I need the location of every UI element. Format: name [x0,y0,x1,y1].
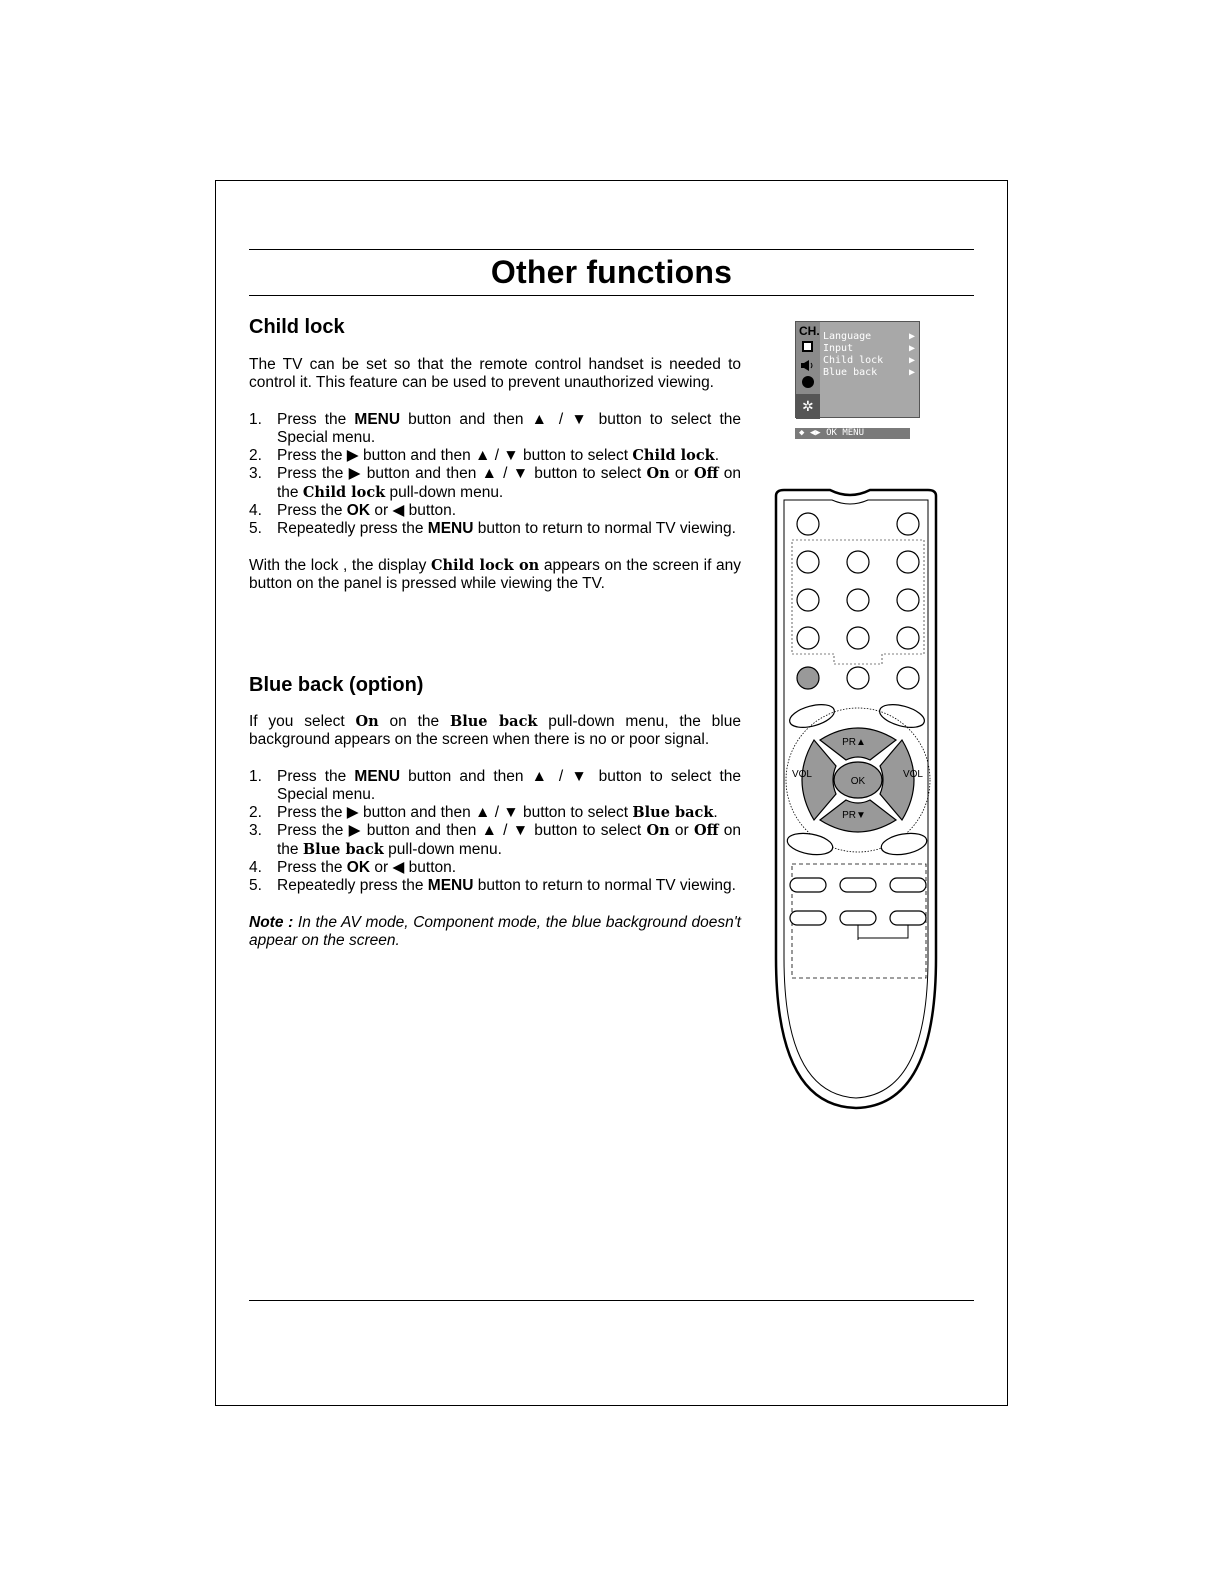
text-run: Repeatedly press the [277,877,428,895]
osd-menu-item [823,343,915,355]
text-run: on the [277,465,741,501]
osd-footer-bar: ◆ ◀▶ OK MENU [795,428,910,439]
osd-menu-item [823,355,915,367]
step-item [249,502,741,520]
emphasis-term: Child lock on [430,556,540,574]
step-item [249,465,741,502]
pr-up-label: PR▲ [842,737,866,748]
step-item [249,877,741,895]
text-run: If you select [249,713,356,730]
blue-back-heading: Blue back (option) [249,674,424,696]
text-run: appears on the screen if any button on the panel is pressed while viewing the TV. [249,556,742,592]
step-number: 1. [249,767,262,785]
vol-left-label: VOL [791,769,813,780]
text-run: on the [378,713,450,730]
note-label: Note : [249,913,294,931]
text-run: or [669,465,694,483]
emphasis-term: On [355,713,379,730]
note-text: In the AV mode, Component mode, the blue background doesn't appear on the screen. [249,913,741,949]
osd-menu-item [823,331,915,343]
step-item [249,768,741,805]
text-run: on the [277,822,741,858]
text-run: Press the [277,410,355,428]
step-item [249,804,741,822]
child-lock-steps [249,411,741,539]
osd-arrow-icon: ▶ [908,343,915,354]
osd-arrow-icon: ▶ [908,331,915,342]
ok-label: OK [850,776,866,787]
osd-item-list [823,331,915,379]
step-item [249,520,741,538]
text-run: With the lock , the display [249,556,431,574]
step-item [249,447,741,465]
osd-menu-item-label: Language [823,331,872,342]
blue-back-note [249,914,741,951]
step-number: 3. [249,822,262,840]
step-number: 5. [249,877,262,895]
step-number: 3. [249,465,262,483]
emphasis-term: Blue back [302,840,384,858]
emphasis-term: Blue back [632,804,714,822]
step-number: 5. [249,520,262,538]
step-number: 2. [249,804,262,822]
text-run: Press the ▶ button and then ▲ / ▼ button to select [277,822,647,840]
text-run: or [669,822,694,840]
text-run: Repeatedly press the [277,520,428,538]
text-run: Press the [277,859,347,877]
step-number: 1. [249,410,262,428]
key-name: MENU [354,410,401,428]
key-name: MENU [427,520,474,538]
osd-menu-item-label: Blue back [823,367,878,378]
text-run: pull-down menu, the blue background appears on the screen when there is no or poor signal. [249,713,741,749]
special-icon [796,394,820,419]
step-item [249,822,741,859]
emphasis-term: Child lock [302,483,386,501]
osd-arrow-icon: ▶ [908,367,915,378]
text-run: button and then ▲ / ▼ button to select the Special menu. [277,410,742,446]
pr-down-label: PR▼ [842,810,866,821]
blue-back-section [249,713,741,950]
footer-rule [249,1300,974,1301]
text-run: or ◀ button. [370,859,457,877]
child-lock-intro: The TV can be set so that the remote control handset is needed to control it. This feature can be used to prevent unauthorized viewing. [249,356,741,392]
child-lock-after-text [249,557,741,594]
child-lock-heading: Child lock [249,316,345,338]
key-name: OK [346,859,371,877]
osd-side-icons [796,322,820,419]
speaker-icon [801,358,815,369]
key-name: MENU [354,767,401,785]
text-run: pull-down menu. [385,483,504,501]
step-number: 4. [249,859,262,877]
tv-icon [802,341,813,352]
text-run: Press the [277,767,355,785]
emphasis-term: Blue back [449,713,538,730]
text-run: . [714,447,720,465]
blue-back-intro [249,713,741,750]
osd-special-menu [795,321,920,418]
text-run: button to return to normal TV viewing. [473,877,736,895]
text-run: Press the ▶ button and then ▲ / ▼ button to select [277,465,647,483]
text-run: Press the ▶ button and then ▲ / ▼ button to select [277,804,633,822]
svg-text:✲: ✲ [802,399,814,415]
osd-menu-item [823,367,915,379]
text-run: button and then ▲ / ▼ button to select the Special menu. [277,767,742,803]
emphasis-term: Child lock [632,447,715,465]
title-top-rule [249,249,974,250]
step-item [249,859,741,877]
osd-ch-label: CH. [799,324,820,338]
emphasis-term: Off [693,822,719,840]
emphasis-term: On [646,465,670,483]
text-run: pull-down menu. [383,840,502,858]
osd-arrow-icon: ▶ [908,355,915,366]
text-run: Press the [277,502,347,520]
osd-menu-item-label: Child lock [823,355,884,366]
vol-right-label: VOL [902,769,924,780]
text-run: . [713,804,718,822]
key-name: MENU [427,877,474,895]
emphasis-term: Off [693,465,719,483]
blue-back-steps [249,768,741,896]
step-number: 2. [249,447,262,465]
title-bottom-rule [249,295,974,296]
emphasis-term: On [646,822,670,840]
clock-icon [802,376,814,388]
text-run: button to return to normal TV viewing. [473,520,736,538]
child-lock-section [249,356,741,593]
step-item [249,411,741,448]
page-title: Other functions [490,254,733,290]
step-number: 4. [249,502,262,520]
text-run: or ◀ button. [370,502,457,520]
key-name: OK [346,502,371,520]
remote-control-illustration [770,488,946,1116]
osd-menu-item-label: Input [823,343,854,354]
text-run: Press the ▶ button and then ▲ / ▼ button to select [277,447,633,465]
